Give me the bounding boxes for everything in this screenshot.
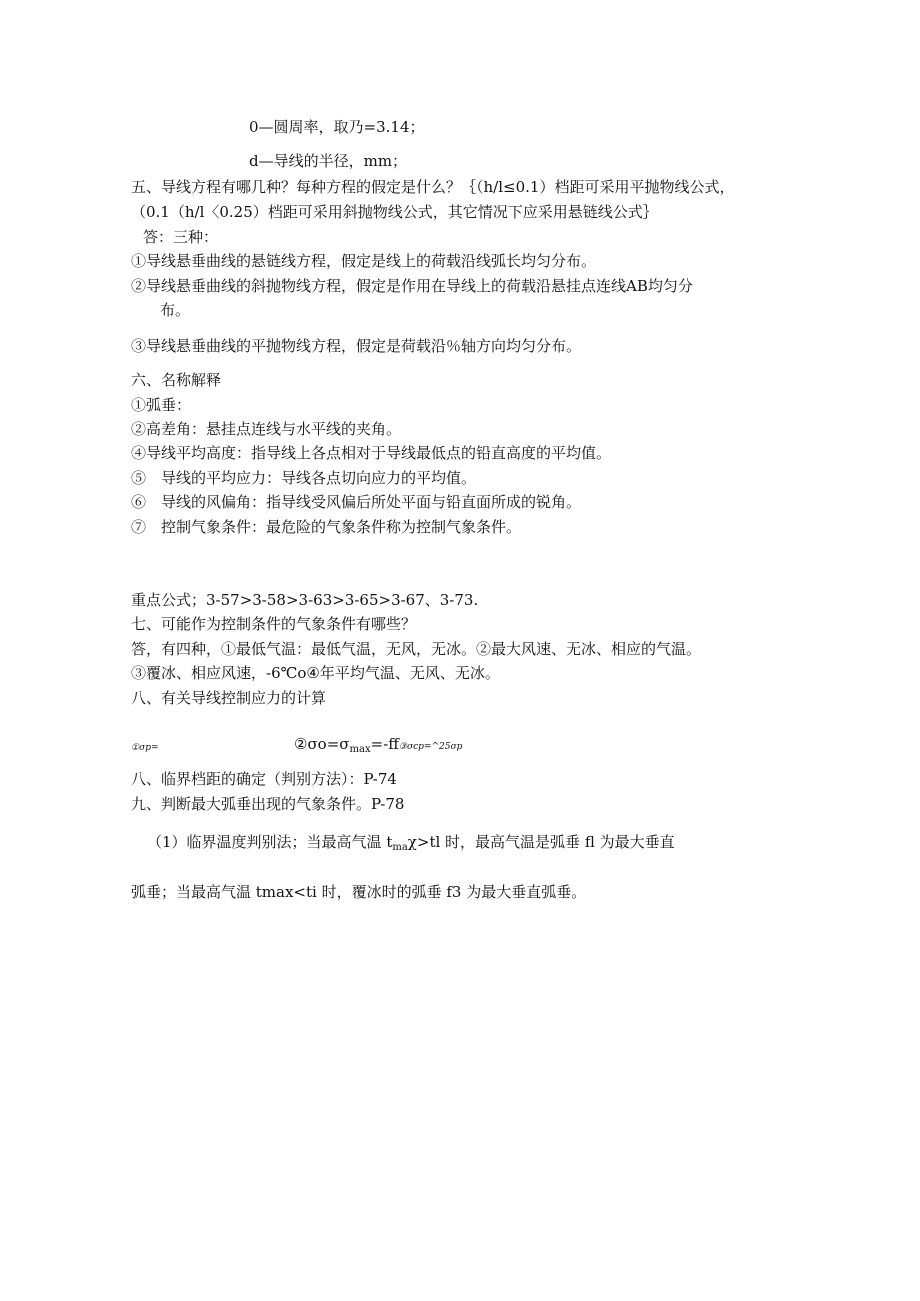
q5-question-line-2: （0.1（h/l〈0.25）档距可采用斜抛物线公式，其它情况下应采用悬链线公式｝ — [131, 203, 658, 221]
q9-method-line-1 — [147, 832, 675, 858]
q7-answer-line-1: 答，有四种，①最低气温：最低气温，无风，无冰。②最大风速、无冰、相应的气温。 — [131, 640, 702, 658]
q7-answer-line-2: ③覆冰、相应风速，-6℃o④年平均气温、无风、无冰。 — [131, 664, 500, 682]
q5-answer-item-3: ③导线悬垂曲线的平抛物线方程，假定是荷载沿％轴方向均匀分布。 — [131, 337, 582, 355]
definition-d: d—导线的半径，mm； — [249, 152, 408, 170]
formula-2-prefix: ②σo=σ — [294, 735, 350, 753]
formula-2-subscript: max — [349, 744, 371, 755]
q6-term-1: ①弧垂： — [131, 396, 192, 414]
formula-3: ③σcp=^25σp — [398, 742, 463, 752]
q5-question-line-1: 五、导线方程有哪几种？每种方程的假定是什么？｛（h/l≤0.1）档距可采用平抛物线公式， — [131, 178, 735, 196]
q9-line-1-prefix: （1）临界温度判别法；当最高气温 t — [147, 833, 393, 851]
q6-term-2: ②高差角：悬挂点连线与水平线的夹角。 — [131, 420, 402, 438]
q8b-heading: 八、临界档距的确定（判别方法）：P-74 — [131, 770, 397, 788]
formula-2-suffix: =-ff — [370, 735, 399, 753]
formula-2 — [294, 734, 462, 760]
q5-answer-item-2: ②导线悬垂曲线的斜抛物线方程，假定是作用在导线上的荷载沿悬挂点连线AB均匀分 — [131, 277, 693, 295]
q8-heading: 八、有关导线控制应力的计算 — [131, 689, 327, 707]
formula-1: ①σp= — [131, 743, 159, 753]
q5-answer-item-2-cont: 布。 — [160, 301, 191, 319]
q5-answer-intro: 答：三种： — [143, 228, 219, 246]
q9-heading: 九、判断最大弧垂出现的气象条件。P-78 — [131, 795, 405, 813]
q6-term-6: ⑥ 导线的风偏角：指导线受风偏后所处平面与铅直面所成的锐角。 — [131, 493, 582, 511]
q6-term-4: ④导线平均高度：指导线上各点相对于导线最低点的铅直高度的平均值。 — [131, 444, 612, 462]
q9-line-1-suffix: χ>tl 时，最高气温是弧垂 fl 为最大垂直 — [407, 833, 675, 851]
q6-heading: 六、名称解释 — [131, 371, 222, 389]
definition-pi: 0—圆周率，取乃=3.14； — [249, 118, 425, 136]
q6-term-7: ⑦ 控制气象条件：最危险的气象条件称为控制气象条件。 — [131, 518, 522, 536]
q7-heading: 七、可能作为控制条件的气象条件有哪些？ — [131, 615, 417, 633]
key-formulas: 重点公式；3-57>3-58>3-63>3-65>3-67、3-73. — [131, 591, 479, 609]
q9-method-line-2: 弧垂；当最高气温 tmax<ti 时，覆冰时的弧垂 f3 为最大垂直弧垂。 — [131, 883, 587, 901]
q5-answer-item-1: ①导线悬垂曲线的悬链线方程，假定是线上的荷载沿线弧长均匀分布。 — [131, 252, 597, 270]
q9-line-1-subscript: ma — [392, 842, 408, 853]
q6-term-5: ⑤ 导线的平均应力：导线各点切向应力的平均值。 — [131, 469, 477, 487]
